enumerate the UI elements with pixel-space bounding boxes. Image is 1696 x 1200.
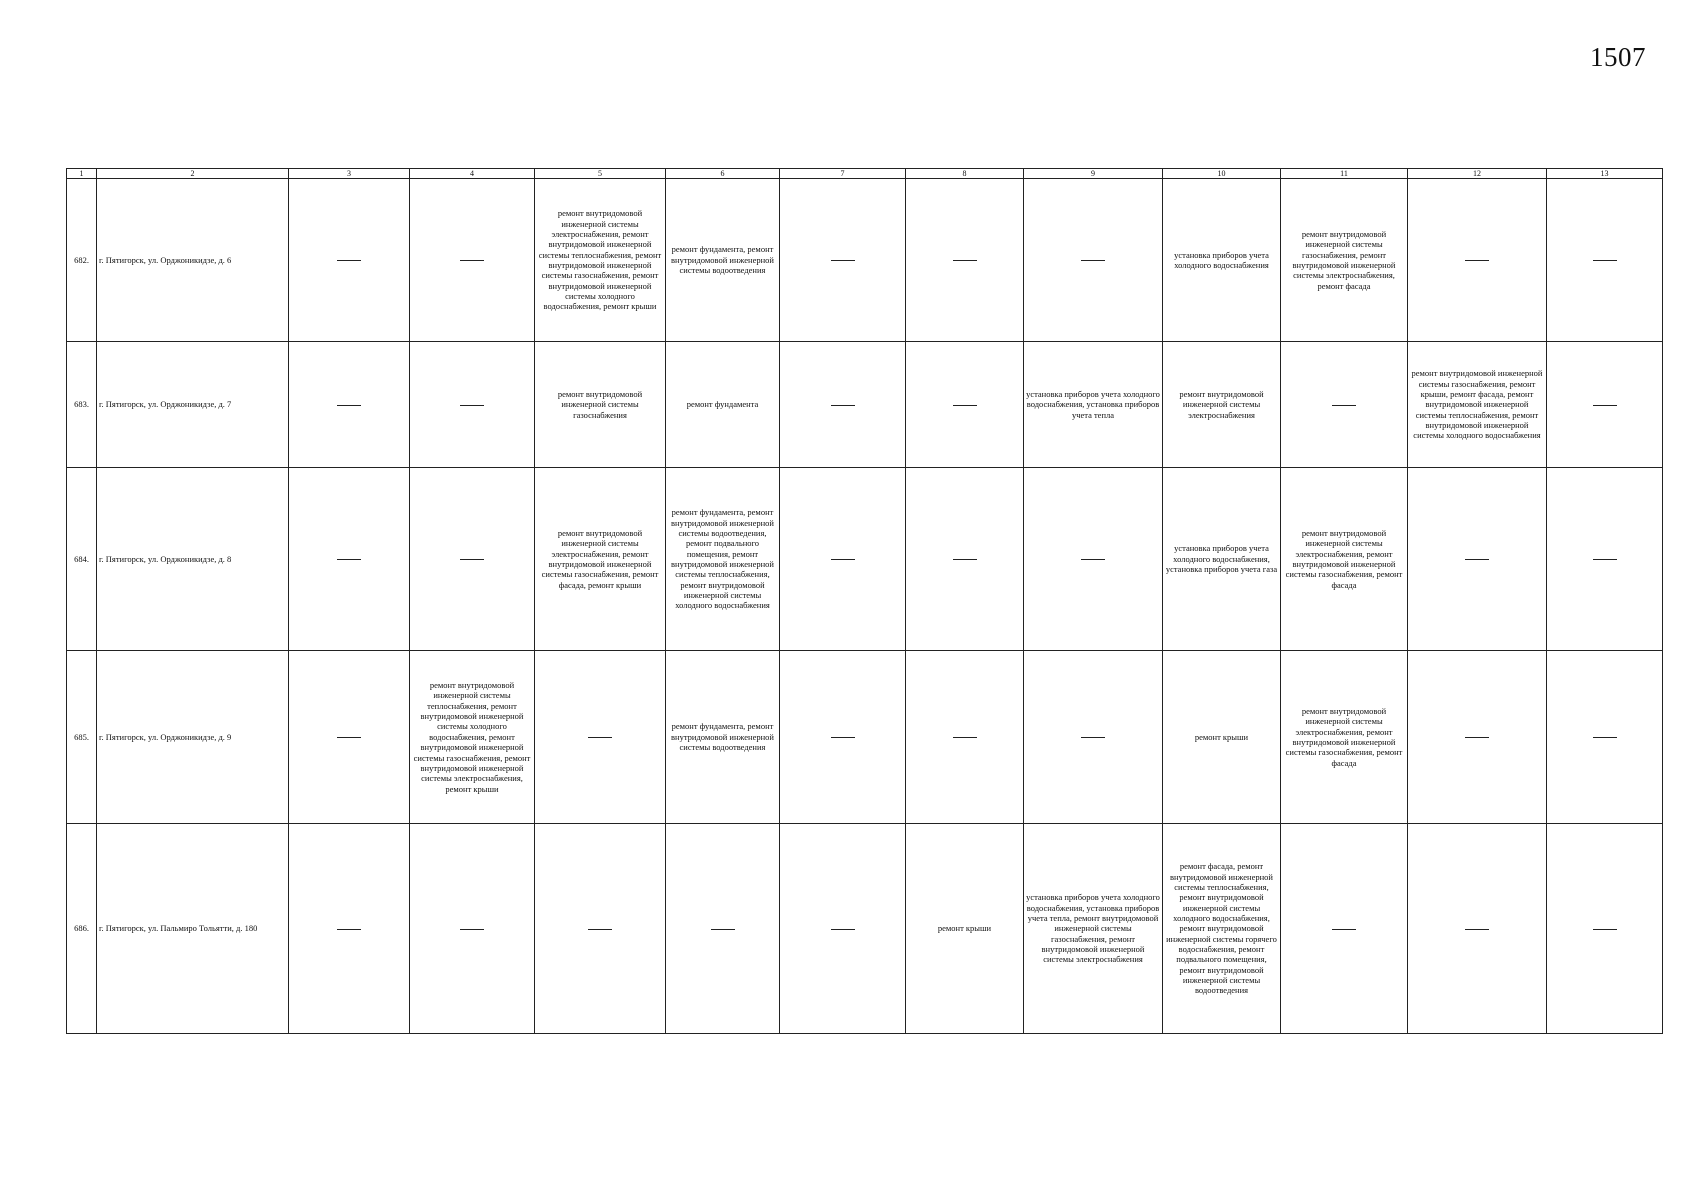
empty-dash-cell <box>1281 824 1408 1034</box>
dash-mark <box>460 559 484 560</box>
column-number-cell: 7 <box>780 169 906 179</box>
dash-mark <box>1465 737 1489 738</box>
empty-dash-cell <box>1024 468 1163 651</box>
empty-dash-cell <box>780 342 906 468</box>
dash-mark <box>1081 559 1105 560</box>
empty-dash-cell <box>780 651 906 824</box>
column-number-cell: 10 <box>1163 169 1281 179</box>
row-number-cell: 684. <box>67 468 97 651</box>
empty-dash-cell <box>410 179 535 342</box>
work-type-cell: ремонт фундамента, ремонт внутридомовой инженерной системы водоотведения, ремонт подвального помещения, ремонт внутридомовой инженерной системы теплоснабжения, ремонт внутридомовой инженерной системы холодного водоснабжения <box>666 468 780 651</box>
work-type-cell: ремонт внутридомовой инженерной системы газоснабжения, ремонт внутридомовой инженерной системы электроснабжения, ремонт фасада <box>1281 179 1408 342</box>
work-type-cell: ремонт фундамента, ремонт внутридомовой инженерной системы водоотведения <box>666 651 780 824</box>
table-row <box>67 824 1663 1034</box>
empty-dash-cell <box>410 824 535 1034</box>
empty-dash-cell <box>289 179 410 342</box>
empty-dash-cell <box>289 468 410 651</box>
dash-mark <box>1593 559 1617 560</box>
empty-dash-cell <box>1547 468 1663 651</box>
row-number-cell: 686. <box>67 824 97 1034</box>
work-type-cell: ремонт крыши <box>1163 651 1281 824</box>
work-type-cell: ремонт фасада, ремонт внутридомовой инженерной системы теплоснабжения, ремонт внутридомовой инженерной системы холодного водоснабжения, ремонт внутридомовой инженерной системы горячего водоснабжения, ремонт подвального помещения, ремонт внутридомовой инженерной системы водоотведения <box>1163 824 1281 1034</box>
dash-mark <box>337 559 361 560</box>
empty-dash-cell <box>289 824 410 1034</box>
empty-dash-cell <box>1547 651 1663 824</box>
dash-mark <box>460 260 484 261</box>
dash-mark <box>953 559 977 560</box>
column-number-cell: 5 <box>535 169 666 179</box>
work-type-cell: ремонт внутридомовой инженерной системы электроснабжения, ремонт внутридомовой инженерной системы газоснабжения, ремонт фасада <box>1281 468 1408 651</box>
page-number: 1507 <box>1590 42 1646 72</box>
dash-mark <box>588 929 612 930</box>
work-type-cell: ремонт внутридомовой инженерной системы газоснабжения <box>535 342 666 468</box>
column-number-cell: 8 <box>906 169 1024 179</box>
column-number-cell: 2 <box>97 169 289 179</box>
dash-mark <box>1081 260 1105 261</box>
table-row <box>67 468 1663 651</box>
row-number-cell: 685. <box>67 651 97 824</box>
empty-dash-cell <box>906 342 1024 468</box>
empty-dash-cell <box>780 468 906 651</box>
dash-mark <box>831 260 855 261</box>
empty-dash-cell <box>289 651 410 824</box>
dash-mark <box>1081 737 1105 738</box>
empty-dash-cell <box>1408 651 1547 824</box>
column-number-cell: 1 <box>67 169 97 179</box>
empty-dash-cell <box>906 468 1024 651</box>
dash-mark <box>337 929 361 930</box>
dash-mark <box>460 405 484 406</box>
dash-mark <box>337 260 361 261</box>
address-cell: г. Пятигорск, ул. Орджоникидзе, д. 6 <box>97 179 289 342</box>
dash-mark <box>1465 559 1489 560</box>
column-number-cell: 6 <box>666 169 780 179</box>
dash-mark <box>831 929 855 930</box>
dash-mark <box>1593 929 1617 930</box>
empty-dash-cell <box>906 179 1024 342</box>
work-type-cell: установка приборов учета холодного водоснабжения, установка приборов учета тепла <box>1024 342 1163 468</box>
works-table <box>66 168 1663 1034</box>
dash-mark <box>1332 929 1356 930</box>
column-number-cell: 13 <box>1547 169 1663 179</box>
row-number-cell: 683. <box>67 342 97 468</box>
dash-mark <box>460 929 484 930</box>
column-number-cell: 4 <box>410 169 535 179</box>
dash-mark <box>1465 929 1489 930</box>
column-number-cell: 9 <box>1024 169 1163 179</box>
address-cell: г. Пятигорск, ул. Орджоникидзе, д. 7 <box>97 342 289 468</box>
work-type-cell: установка приборов учета холодного водоснабжения, установка приборов учета тепла, ремонт внутридомовой инженерной системы газоснабжения, ремонт внутридомовой инженерной системы электроснабжения <box>1024 824 1163 1034</box>
dash-mark <box>953 405 977 406</box>
empty-dash-cell <box>289 342 410 468</box>
empty-dash-cell <box>666 824 780 1034</box>
work-type-cell: ремонт фундамента, ремонт внутридомовой инженерной системы водоотведения <box>666 179 780 342</box>
empty-dash-cell <box>1408 468 1547 651</box>
empty-dash-cell <box>1024 651 1163 824</box>
empty-dash-cell <box>780 824 906 1034</box>
empty-dash-cell <box>1547 824 1663 1034</box>
work-type-cell: ремонт внутридомовой инженерной системы электроснабжения, ремонт внутридомовой инженерной системы газоснабжения, ремонт фасада <box>1281 651 1408 824</box>
empty-dash-cell <box>1408 824 1547 1034</box>
dash-mark <box>831 737 855 738</box>
dash-mark <box>831 559 855 560</box>
column-number-cell: 11 <box>1281 169 1408 179</box>
dash-mark <box>953 737 977 738</box>
empty-dash-cell <box>1547 179 1663 342</box>
work-type-cell: установка приборов учета холодного водоснабжения, установка приборов учета газа <box>1163 468 1281 651</box>
work-type-cell: ремонт внутридомовой инженерной системы теплоснабжения, ремонт внутридомовой инженерной системы холодного водоснабжения, ремонт внутридомовой инженерной системы газоснабжения, ремонт внутридомовой инженерной системы электроснабжения, ремонт крыши <box>410 651 535 824</box>
dash-mark <box>1593 260 1617 261</box>
column-number-row <box>67 169 1663 179</box>
empty-dash-cell <box>410 342 535 468</box>
dash-mark <box>953 260 977 261</box>
row-number-cell: 682. <box>67 179 97 342</box>
dash-mark <box>831 405 855 406</box>
address-cell: г. Пятигорск, ул. Орджоникидзе, д. 9 <box>97 651 289 824</box>
dash-mark <box>1465 260 1489 261</box>
table-body <box>67 169 1663 1034</box>
dash-mark <box>337 737 361 738</box>
table-row <box>67 342 1663 468</box>
column-number-cell: 3 <box>289 169 410 179</box>
empty-dash-cell <box>1547 342 1663 468</box>
empty-dash-cell <box>535 651 666 824</box>
work-type-cell: ремонт внутридомовой инженерной системы электроснабжения, ремонт внутридомовой инженерной системы газоснабжения, ремонт фасада, ремонт крыши <box>535 468 666 651</box>
work-type-cell: ремонт внутридомовой инженерной системы электроснабжения <box>1163 342 1281 468</box>
work-type-cell: установка приборов учета холодного водоснабжения <box>1163 179 1281 342</box>
address-cell: г. Пятигорск, ул. Орджоникидзе, д. 8 <box>97 468 289 651</box>
empty-dash-cell <box>906 651 1024 824</box>
dash-mark <box>337 405 361 406</box>
work-type-cell: ремонт крыши <box>906 824 1024 1034</box>
empty-dash-cell <box>1281 342 1408 468</box>
column-number-cell: 12 <box>1408 169 1547 179</box>
dash-mark <box>1593 737 1617 738</box>
dash-mark <box>711 929 735 930</box>
table-row <box>67 179 1663 342</box>
empty-dash-cell <box>1408 179 1547 342</box>
work-type-cell: ремонт фундамента <box>666 342 780 468</box>
work-type-cell: ремонт внутридомовой инженерной системы газоснабжения, ремонт крыши, ремонт фасада, ремонт внутридомовой инженерной системы теплоснабжения, ремонт внутридомовой инженерной системы холодного водоснабжения <box>1408 342 1547 468</box>
empty-dash-cell <box>410 468 535 651</box>
empty-dash-cell <box>535 824 666 1034</box>
dash-mark <box>1593 405 1617 406</box>
dash-mark <box>588 737 612 738</box>
address-cell: г. Пятигорск, ул. Пальмиро Тольятти, д. 180 <box>97 824 289 1034</box>
empty-dash-cell <box>780 179 906 342</box>
empty-dash-cell <box>1024 179 1163 342</box>
dash-mark <box>1332 405 1356 406</box>
work-type-cell: ремонт внутридомовой инженерной системы электроснабжения, ремонт внутридомовой инженерной системы теплоснабжения, ремонт внутридомовой инженерной системы газоснабжения, ремонт внутридомовой инженерной системы холодного водоснабжения, ремонт крыши <box>535 179 666 342</box>
table-row <box>67 651 1663 824</box>
